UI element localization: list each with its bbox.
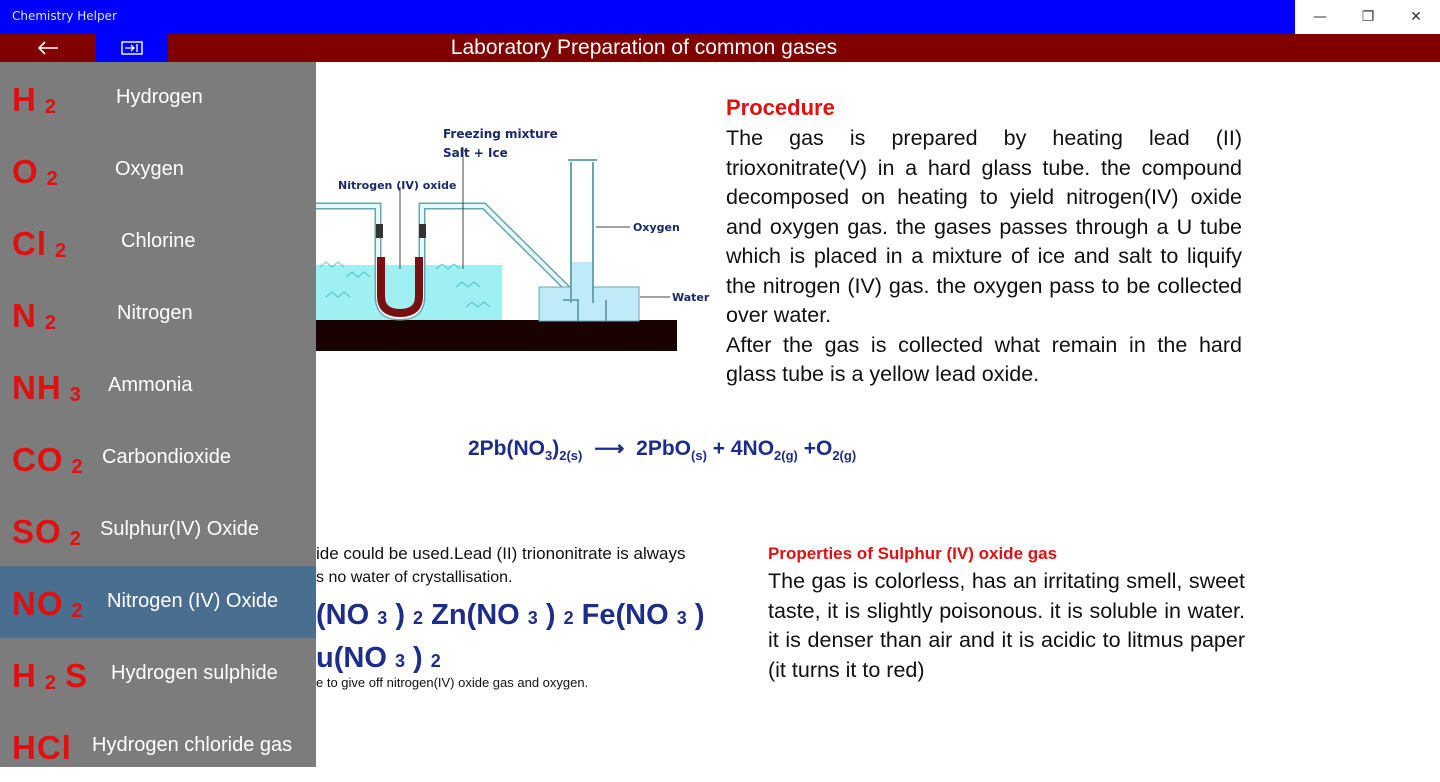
sidebar-item-label: Oxygen (115, 158, 184, 180)
pane-toggle-icon (121, 41, 143, 55)
nitrate-part: ) (545, 599, 556, 631)
eq-sub: 3 (545, 448, 553, 464)
sidebar-item-nitrogen[interactable] (0, 278, 316, 350)
sidebar-item-ammonia[interactable] (0, 350, 316, 422)
formula-label: NO 2 (12, 585, 84, 622)
nitrate-sub: 2 (430, 651, 441, 671)
nitrate-sub: 2 (413, 608, 424, 628)
close-button[interactable] (1392, 0, 1440, 34)
procedure-text (726, 124, 1242, 390)
eq-sub: 2(s) (559, 448, 583, 464)
procedure-paragraph-2: After the gas is collected what remain in the hard glass tube is a yellow lead oxide. (726, 332, 1242, 386)
nitrate-part: ) (413, 642, 423, 674)
eq-product: +O (797, 437, 833, 460)
sidebar-item-label: Hydrogen sulphide (111, 662, 278, 684)
nitrate-sub: 3 (394, 651, 405, 671)
apparatus-diagram (316, 117, 716, 417)
eq-reactant: 2Pb(NO (468, 437, 546, 460)
sidebar-item-sulphur-iv-oxide[interactable] (0, 494, 316, 566)
nitrate-line-1 (316, 595, 746, 638)
eq-product: 2PbO (636, 437, 692, 460)
sidebar-item-hydrogen[interactable] (0, 62, 316, 134)
nitrate-part: ) (694, 599, 705, 631)
formula-label: CO 2 (12, 441, 84, 478)
minimize-button[interactable] (1296, 0, 1344, 34)
sidebar-item-label: Ammonia (108, 374, 193, 396)
restore-button[interactable] (1344, 0, 1392, 34)
nitrate-sub: 3 (377, 608, 388, 628)
diagram-label-salt: Salt + Ice (443, 146, 508, 160)
properties-heading: Properties of Sulphur (IV) oxide gas (768, 544, 1058, 563)
sidebar-item-label: Hydrogen (116, 86, 203, 108)
sidebar-item-label: Hydrogen chloride gas (92, 734, 293, 756)
eq-sub: 2(g) (774, 448, 798, 464)
partial-text-line-2: s no water of crystallisation. (316, 569, 513, 586)
eq-paren: ) (552, 437, 560, 460)
nitrate-part: Zn(NO (431, 599, 520, 631)
minimize-icon: — (1313, 9, 1327, 25)
nitrate-part: Fe(NO (581, 599, 669, 631)
formula-label: NH 3 (12, 369, 82, 406)
sidebar-item-hydrogen-chloride[interactable] (0, 710, 316, 782)
chemical-equation (468, 436, 856, 463)
sidebar-item-hydrogen-sulphide[interactable] (0, 638, 316, 710)
back-button[interactable] (0, 34, 96, 62)
diagram-label-water: Water (672, 291, 710, 304)
sidebar-item-oxygen[interactable] (0, 134, 316, 206)
sidebar-item-label: Chlorine (121, 230, 196, 252)
title-bar-accent (0, 0, 1295, 34)
sidebar-item-label: Carbondioxide (102, 446, 231, 468)
eq-sub: 2(g) (832, 448, 857, 464)
diagram-label-freezing: Freezing mixture (443, 127, 558, 141)
partial-text-line-1: ide could be used.Lead (II) triononitrate is always (316, 544, 686, 563)
main-content (316, 62, 1440, 767)
diagram-label-oxygen: Oxygen (633, 221, 680, 234)
nitrate-sub: 3 (527, 608, 538, 628)
nitrate-sub: 3 (676, 608, 687, 628)
sidebar-item-label: Sulphur(IV) Oxide (100, 518, 259, 540)
sidebar-item-carbondioxide[interactable] (0, 422, 316, 494)
nitrate-part: u(NO (316, 642, 387, 674)
page-title: Laboratory Preparation of common gases (450, 36, 838, 59)
nitrate-formulas (316, 595, 746, 681)
properties-text: The gas is colorless, has an irritating smell, sweet taste, it is slightly poisonous. it is soluble in water. it is denser than air and it is acidic to litmus paper (it turns it to red) (768, 569, 1245, 682)
formula-label: SO 2 (12, 513, 82, 550)
procedure-heading: Procedure (726, 95, 835, 120)
sidebar-item-nitrogen-iv-oxide[interactable] (0, 566, 316, 638)
sidebar-item-chlorine[interactable] (0, 206, 316, 278)
nitrate-sub: 2 (563, 608, 574, 628)
eq-arrow: ⟶ (594, 437, 625, 460)
eq-sub: (s) (691, 448, 707, 464)
formula-label: H 2 S (12, 657, 88, 694)
procedure-paragraph-1: The gas is prepared by heating lead (II) trioxonitrate(V) in a hard glass tube. the compound decomposed on heating to yield nitrogen(IV) oxide and oxygen gas. the gases passes through a U tube which is placed in a mixture of ice and salt to liquify the nitrogen (IV) gas. the oxygen pass to be collected over water. (726, 126, 1242, 327)
formula-label: H 2 (12, 81, 57, 118)
formula-label: N 2 (12, 297, 57, 334)
diagram-label-nitrogen: Nitrogen (IV) oxide (338, 179, 457, 192)
sidebar-item-label: Nitrogen (117, 302, 193, 324)
eq-product: + 4NO (706, 437, 775, 460)
restore-icon: ❐ (1361, 9, 1375, 25)
formula-label: HCl (12, 729, 72, 766)
partial-text-line-3: e to give off nitrogen(IV) oxide gas and oxygen. (316, 675, 589, 690)
title-bar (0, 0, 1440, 34)
close-icon: ✕ (1410, 9, 1422, 25)
nitrate-part: ) (395, 599, 405, 631)
formula-label: Cl 2 (12, 225, 68, 262)
gas-navigation-pane (0, 62, 316, 767)
back-arrow-icon (36, 40, 60, 56)
nitrate-part: (NO (316, 599, 370, 631)
formula-label: O 2 (12, 153, 59, 190)
app-title: Chemistry Helper (12, 9, 117, 23)
sidebar-item-label: Nitrogen (IV) Oxide (107, 590, 279, 612)
pane-toggle-button[interactable] (96, 34, 168, 62)
